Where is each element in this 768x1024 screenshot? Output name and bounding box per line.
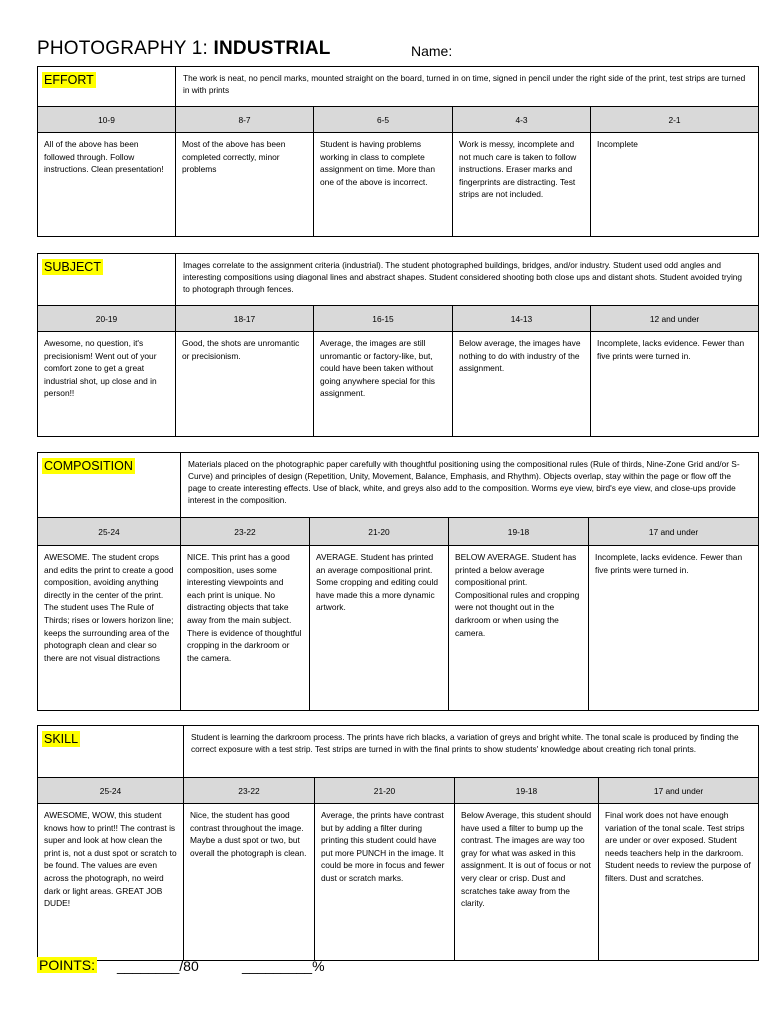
criteria-cell: Most of the above has been completed correctly, minor problems: [176, 133, 314, 237]
criteria-cell: Good, the shots are unromantic or precisionism.: [176, 332, 314, 437]
criteria-cell: Incomplete, lacks evidence. Fewer than five prints were turned in.: [589, 546, 759, 711]
rubric-section-subject: [37, 253, 759, 437]
category-cell: [38, 254, 176, 306]
score-range: 21-20: [315, 778, 455, 804]
criteria-cell: AWESOME. The student crops and edits the print to create a good composition, avoiding anything directly in the center of the print. The student uses The Rule of Thirds; rises or lowers horizon line; keeps the surrounding area of the photograph clean and clear so there are not visual distractions: [38, 546, 181, 711]
section-description: Materials placed on the photographic paper carefully with thoughtful positioning using the compositional rules (Rule of thirds, Nine-Zone Grid and/or S-Curve) and principles of design (Repetition, Unity, Movement, Balance, Emphasis, and Rhythm). Objects overlap, stay within the page or flow off the page to create interesting effects. Use of black, white, and greys also add to the composition. Worms eye view, bird's eye view, and close-ups provide interest in the composition.: [181, 453, 759, 518]
score-range: 10-9: [38, 107, 176, 133]
category-label: SKILL: [44, 732, 79, 746]
score-range: 23-22: [184, 778, 315, 804]
criteria-cell: NICE. This print has a good composition, uses some interesting viewpoints and each print is unique. No distracting objects that take away from the main subject. There is evidence of thoughtful cropping in the darkroom or the camera.: [181, 546, 310, 711]
criteria-cell: AVERAGE. Student has printed an average compositional print. Some cropping and editing could have made this a more dynamic artwork.: [310, 546, 449, 711]
rubric-section-composition: [37, 452, 759, 711]
score-range: 19-18: [449, 518, 589, 546]
criteria-cell: Student is having problems working in class to complete assignment on time. More than one of the above is incorrect.: [314, 133, 453, 237]
page-header: [37, 38, 453, 64]
section-description: The work is neat, no pencil marks, mounted straight on the board, turned in on time, signed in pencil under the right side of the print, test strips are turned in with prints: [176, 67, 759, 107]
rubric-section-skill: [37, 725, 759, 961]
title-prefix: PHOTOGRAPHY 1:: [37, 38, 214, 59]
percent-blank: _________%: [242, 958, 325, 974]
criteria-cell: All of the above has been followed through. Follow instructions. Clean presentation!: [38, 133, 176, 237]
score-range: 17 and under: [589, 518, 759, 546]
category-cell: [38, 453, 181, 518]
category-cell: [38, 67, 176, 107]
criteria-cell: BELOW AVERAGE. Student has printed a below average compositional print. Compositional rules and cropping were not thought out in the darkroom or when using the camera.: [449, 546, 589, 711]
points-blank: ________/80: [117, 958, 199, 974]
score-range: 12 and under: [591, 306, 759, 332]
page-title: [37, 38, 331, 60]
title-subject: INDUSTRIAL: [213, 38, 331, 59]
criteria-cell: Final work does not have enough variation of the tonal scale. Test strips are under or over exposed. Student needs teachers help in the darkroom. Student needs to review the purpose of filters. Dust and scratches.: [599, 804, 759, 961]
score-range: 2-1: [591, 107, 759, 133]
score-range: 4-3: [453, 107, 591, 133]
criteria-cell: AWESOME, WOW, this student knows how to print!! The contrast is super and look at how clean the print is, not a dust spot or scratch to be found. The values are even across the photograph, no weird dark or light areas. GREAT JOB DUDE!: [38, 804, 184, 961]
criteria-cell: Awesome, no question, it's precisionism! Went out of your comfort zone to get a great industrial shot, up close and in person!!: [38, 332, 176, 437]
score-range: 25-24: [38, 518, 181, 546]
score-range: 17 and under: [599, 778, 759, 804]
category-label: COMPOSITION: [44, 459, 133, 473]
criteria-cell: Incomplete: [591, 133, 759, 237]
criteria-cell: Incomplete, lacks evidence. Fewer than five prints were turned in.: [591, 332, 759, 437]
criteria-cell: Average, the images are still unromantic or factory-like, but, could have been taken without going anywhere special for this assignment.: [314, 332, 453, 437]
score-range: 23-22: [181, 518, 310, 546]
points-line: [37, 957, 325, 977]
name-label: Name:: [411, 43, 453, 59]
criteria-cell: Average, the prints have contrast but by adding a filter during printing this student could have put more PUNCH in the image. It could be more in focus and fewer dust or scratch marks.: [315, 804, 455, 961]
points-label: POINTS:: [39, 957, 96, 973]
score-range: 14-13: [453, 306, 591, 332]
score-range: 16-15: [314, 306, 453, 332]
criteria-cell: Nice, the student has good contrast throughout the image. Maybe a dust spot or two, but overall the photograph is clean.: [184, 804, 315, 961]
criteria-cell: Below Average, this student should have used a filter to bump up the contrast. The images are way too gray for what was asked in this assignment. It is out of focus or not very clear or crisp. Dust and scratches take away from the clarity.: [455, 804, 599, 961]
criteria-cell: Below average, the images have nothing to do with industry of the assignment.: [453, 332, 591, 437]
score-range: 20-19: [38, 306, 176, 332]
category-label: EFFORT: [44, 73, 94, 87]
category-label: SUBJECT: [44, 260, 101, 274]
criteria-cell: Work is messy, incomplete and not much care is taken to follow instructions. Eraser marks and fingerprints are distracting. Test strips are not included.: [453, 133, 591, 237]
score-range: 18-17: [176, 306, 314, 332]
score-range: 25-24: [38, 778, 184, 804]
section-description: Student is learning the darkroom process. The prints have rich blacks, a variation of greys and bright white. The tonal scale is produced by finding the correct exposure with a test strip. Test strips are turned in with the final prints to show students' knowledge about creating rich tonal prints.: [184, 726, 759, 778]
score-range: 21-20: [310, 518, 449, 546]
score-range: 19-18: [455, 778, 599, 804]
score-range: 6-5: [314, 107, 453, 133]
rubric-section-effort: [37, 66, 759, 237]
score-range: 8-7: [176, 107, 314, 133]
section-description: Images correlate to the assignment criteria (industrial). The student photographed buildings, bridges, and/or industry. Student used odd angles and interesting compositions using diagonal lines and abstract shapes. Student considered shooting both close ups and distant shots. Student avoided trying to photograph through fences.: [176, 254, 759, 306]
category-cell: [38, 726, 184, 778]
